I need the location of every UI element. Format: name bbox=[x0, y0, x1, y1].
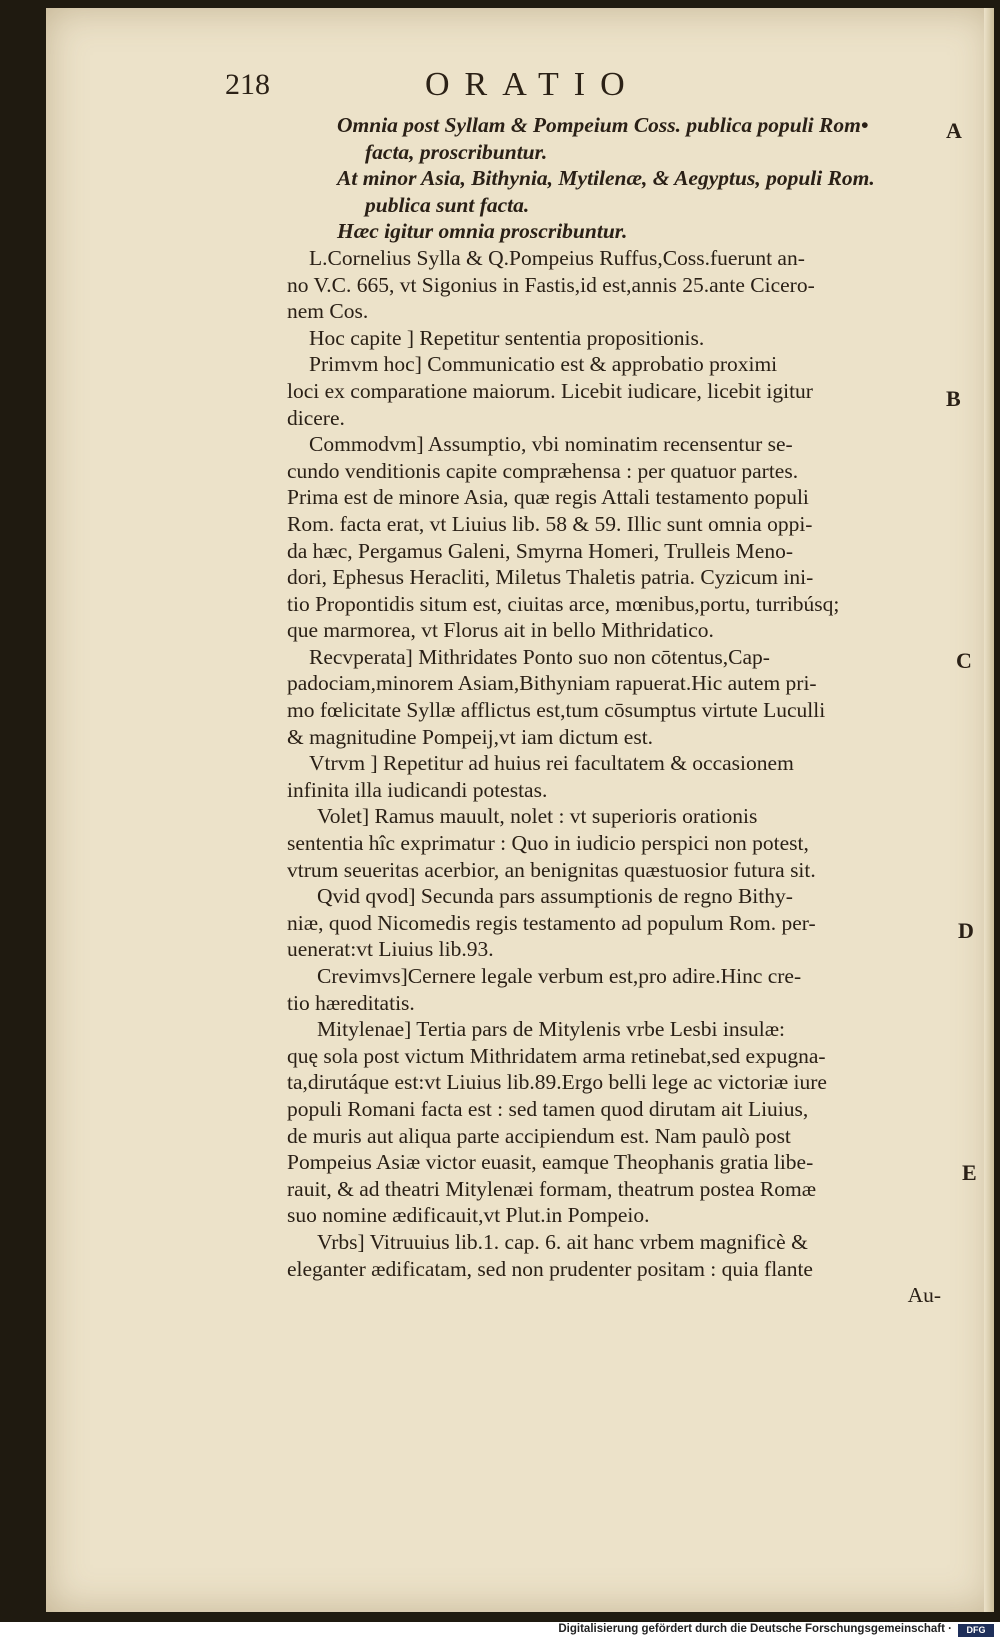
text-line: infinita illa iudicandi potestas. bbox=[287, 777, 548, 802]
text-line: L.Cornelius Sylla & Q.Pompeius Ruffus,Coss.fuerunt an- bbox=[309, 245, 805, 270]
text-line: Vrbs] Vitruuius lib.1. cap. 6. ait hanc vrbem magnificè & bbox=[317, 1229, 808, 1254]
text-line: Pompeius Asiæ victor euasit, eamque Theophanis gratia libe- bbox=[287, 1150, 814, 1175]
text-line: loci ex comparatione maiorum. Licebit iudicare, licebit igitur bbox=[287, 378, 813, 403]
text-line: dori, Ephesus Heracliti, Miletus Thaletis patria. Cyzicum ini- bbox=[287, 565, 814, 590]
text-line: dicere. bbox=[287, 405, 345, 430]
text-line: facta, proscribuntur. bbox=[365, 139, 548, 164]
text-line: sententia hîc exprimatur : Quo in iudicio perspici non potest, bbox=[287, 831, 809, 856]
text-line: de muris aut aliqua parte accipiendum est. Nam paulò post bbox=[287, 1123, 791, 1148]
dfg-logo: DFG bbox=[958, 1624, 994, 1637]
text-line: tio Propontidis situm est, ciuitas arce, mœnibus,portu, turribúsq; bbox=[287, 591, 840, 616]
text-line: & magnitudine Pompeij,vt iam dictum est. bbox=[287, 724, 654, 749]
text-line: eleganter ædificatam, sed non prudenter positam : quia flante bbox=[287, 1256, 813, 1281]
text-line: que marmorea, vt Florus ait in bello Mithridatico. bbox=[287, 618, 714, 643]
text-line: quę sola post victum Mithridatem arma retinebat,sed expugna- bbox=[287, 1043, 826, 1068]
text-line: cundo venditionis capite compræhensa : per quatuor partes. bbox=[287, 458, 799, 483]
text-line: publica sunt facta. bbox=[365, 192, 530, 217]
text-line: Recvperata] Mithridates Ponto suo non cōtentus,Cap- bbox=[309, 644, 770, 669]
text-line: ta,dirutáque est:vt Liuius lib.89.Ergo belli lege ac victoriæ iure bbox=[287, 1070, 827, 1095]
page-number: 218 bbox=[225, 68, 270, 101]
text-block bbox=[287, 112, 959, 1309]
text-line: Rom. facta erat, vt Liuius lib. 58 & 59. Illic sunt omnia oppi- bbox=[287, 511, 813, 536]
text-line: Primvm hoc] Communicatio est & approbatio proximi bbox=[309, 352, 778, 377]
text-line: Commodvm] Assumptio, vbi nominatim recensentur se- bbox=[309, 432, 793, 457]
text-line: Hoc capite ] Repetitur sententia propositionis. bbox=[309, 325, 705, 350]
margin-letter-e: E bbox=[962, 1160, 977, 1185]
margin-letter-d: D bbox=[958, 918, 974, 943]
text-line: padociam,minorem Asiam,Bithyniam rapuerat.Hic autem pri- bbox=[287, 671, 817, 696]
text-line: rauit, & ad theatri Mitylenæi formam, theatrum postea Romæ bbox=[287, 1176, 817, 1201]
text-line: Volet] Ramus mauult, nolet : vt superioris orationis bbox=[317, 804, 758, 829]
text-line: no V.C. 665, vt Sigonius in Fastis,id est,annis 25.ante Cicero- bbox=[287, 272, 815, 297]
text-line: vtrum seueritas acerbior, an benignitas quæstuosior futura sit. bbox=[287, 857, 816, 882]
page-edge bbox=[984, 8, 994, 1612]
text-line: Omnia post Syllam & Pompeium Coss. publica populi Rom• bbox=[337, 113, 869, 137]
text-line: Vtrvm ] Repetitur ad huius rei facultatem & occasionem bbox=[309, 751, 794, 776]
footer-credit: Digitalisierung gefördert durch die Deutsche Forschungsgemeinschaft · bbox=[558, 1623, 952, 1635]
footer-bar bbox=[0, 1622, 1000, 1640]
text-line: Mitylenae] Tertia pars de Mitylenis vrbe Lesbi insulæ: bbox=[317, 1017, 786, 1042]
page-header bbox=[225, 62, 745, 112]
text-line: nem Cos. bbox=[287, 299, 369, 324]
margin-letter-c: C bbox=[956, 648, 972, 673]
text-line: niæ, quod Nicomedis regis testamento ad populum Rom. per- bbox=[287, 910, 816, 935]
margin-letter-b: B bbox=[946, 386, 961, 411]
text-line: At minor Asia, Bithynia, Mytilenæ, & Aegyptus, populi Rom. bbox=[337, 166, 875, 191]
text-line: mo fœlicitate Syllæ afflictus est,tum cōsumptus virtute Luculli bbox=[287, 698, 826, 723]
text-line: Qvid qvod] Secunda pars assumptionis de regno Bithy- bbox=[317, 884, 793, 909]
text-line: suo nomine ædificauit,vt Plut.in Pompeio. bbox=[287, 1203, 650, 1228]
text-line: Prima est de minore Asia, quæ regis Attali testamento populi bbox=[287, 485, 809, 510]
text-line: populi Romani facta est : sed tamen quod dirutam ait Liuius, bbox=[287, 1096, 809, 1121]
text-line: Hæc igitur omnia proscribuntur. bbox=[337, 219, 628, 244]
running-title: ORATIO bbox=[425, 66, 640, 103]
margin-letter-a: A bbox=[946, 118, 962, 143]
text-line: uenerat:vt Liuius lib.93. bbox=[287, 937, 494, 962]
catchword: Au- bbox=[907, 1283, 941, 1308]
text-line: tio hæreditatis. bbox=[287, 990, 415, 1015]
text-line: da hæc, Pergamus Galeni, Smyrna Homeri, Trulleis Meno- bbox=[287, 538, 793, 563]
text-line: Crevimvs]Cernere legale verbum est,pro adire.Hinc cre- bbox=[317, 964, 802, 988]
